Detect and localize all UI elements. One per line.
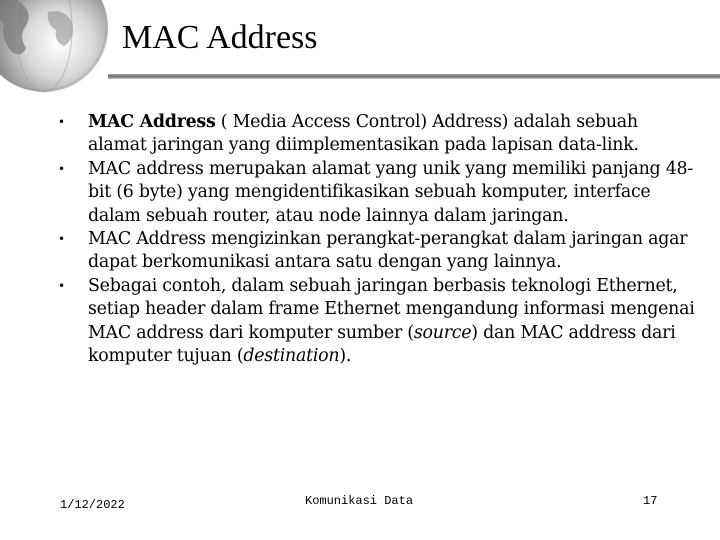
list-item [56,158,696,228]
bullet-text: ) dan MAC address dari komputer tujuan ( [88,322,676,367]
bullet-text: MAC address merupakan alamat yang unik yang memiliki panjang 48-bit (6 byte) yang mengidentifikasikan sebuah komputer, interface dalam sebuah router, atau node lainnya dalam jaringan. [88,158,693,226]
bullet-text: Sebagai contoh, dalam sebuah jaringan berbasis teknologi Ethernet, setiap header dalam frame Ethernet mengandung informasi mengenai MAC address dari komputer sumber ( [88,275,695,343]
bullet-list [56,111,696,368]
bold-term: MAC Address [88,112,216,132]
bullet-dot-icon: • [58,232,65,247]
bullet-text: MAC Address mengizinkan perangkat-perangkat dalam jaringan agar dapat berkomunikasi antara satu dengan yang lainnya. [88,229,688,273]
italic-term: source [413,322,472,343]
bullet-dot-icon: • [58,161,65,176]
bullet-text: ). [339,346,352,367]
footer-date: 1/12/2022 [60,498,125,512]
bullet-dot-icon: • [58,115,65,129]
slide-title: MAC Address [122,19,318,56]
italic-term: destination [243,346,340,367]
bullet-dot-icon: • [58,278,65,293]
list-item [56,111,696,158]
bullet-text: ( Media Access Control) Address) adalah sebuah alamat jaringan yang diimplementasikan pada lapisan data-link. [88,112,639,156]
list-item [56,275,696,369]
globe-icon [0,0,110,94]
list-item [56,228,696,275]
footer-title: Komunikasi Data [305,494,414,508]
page-number: 17 [643,494,658,508]
title-divider [108,74,720,79]
